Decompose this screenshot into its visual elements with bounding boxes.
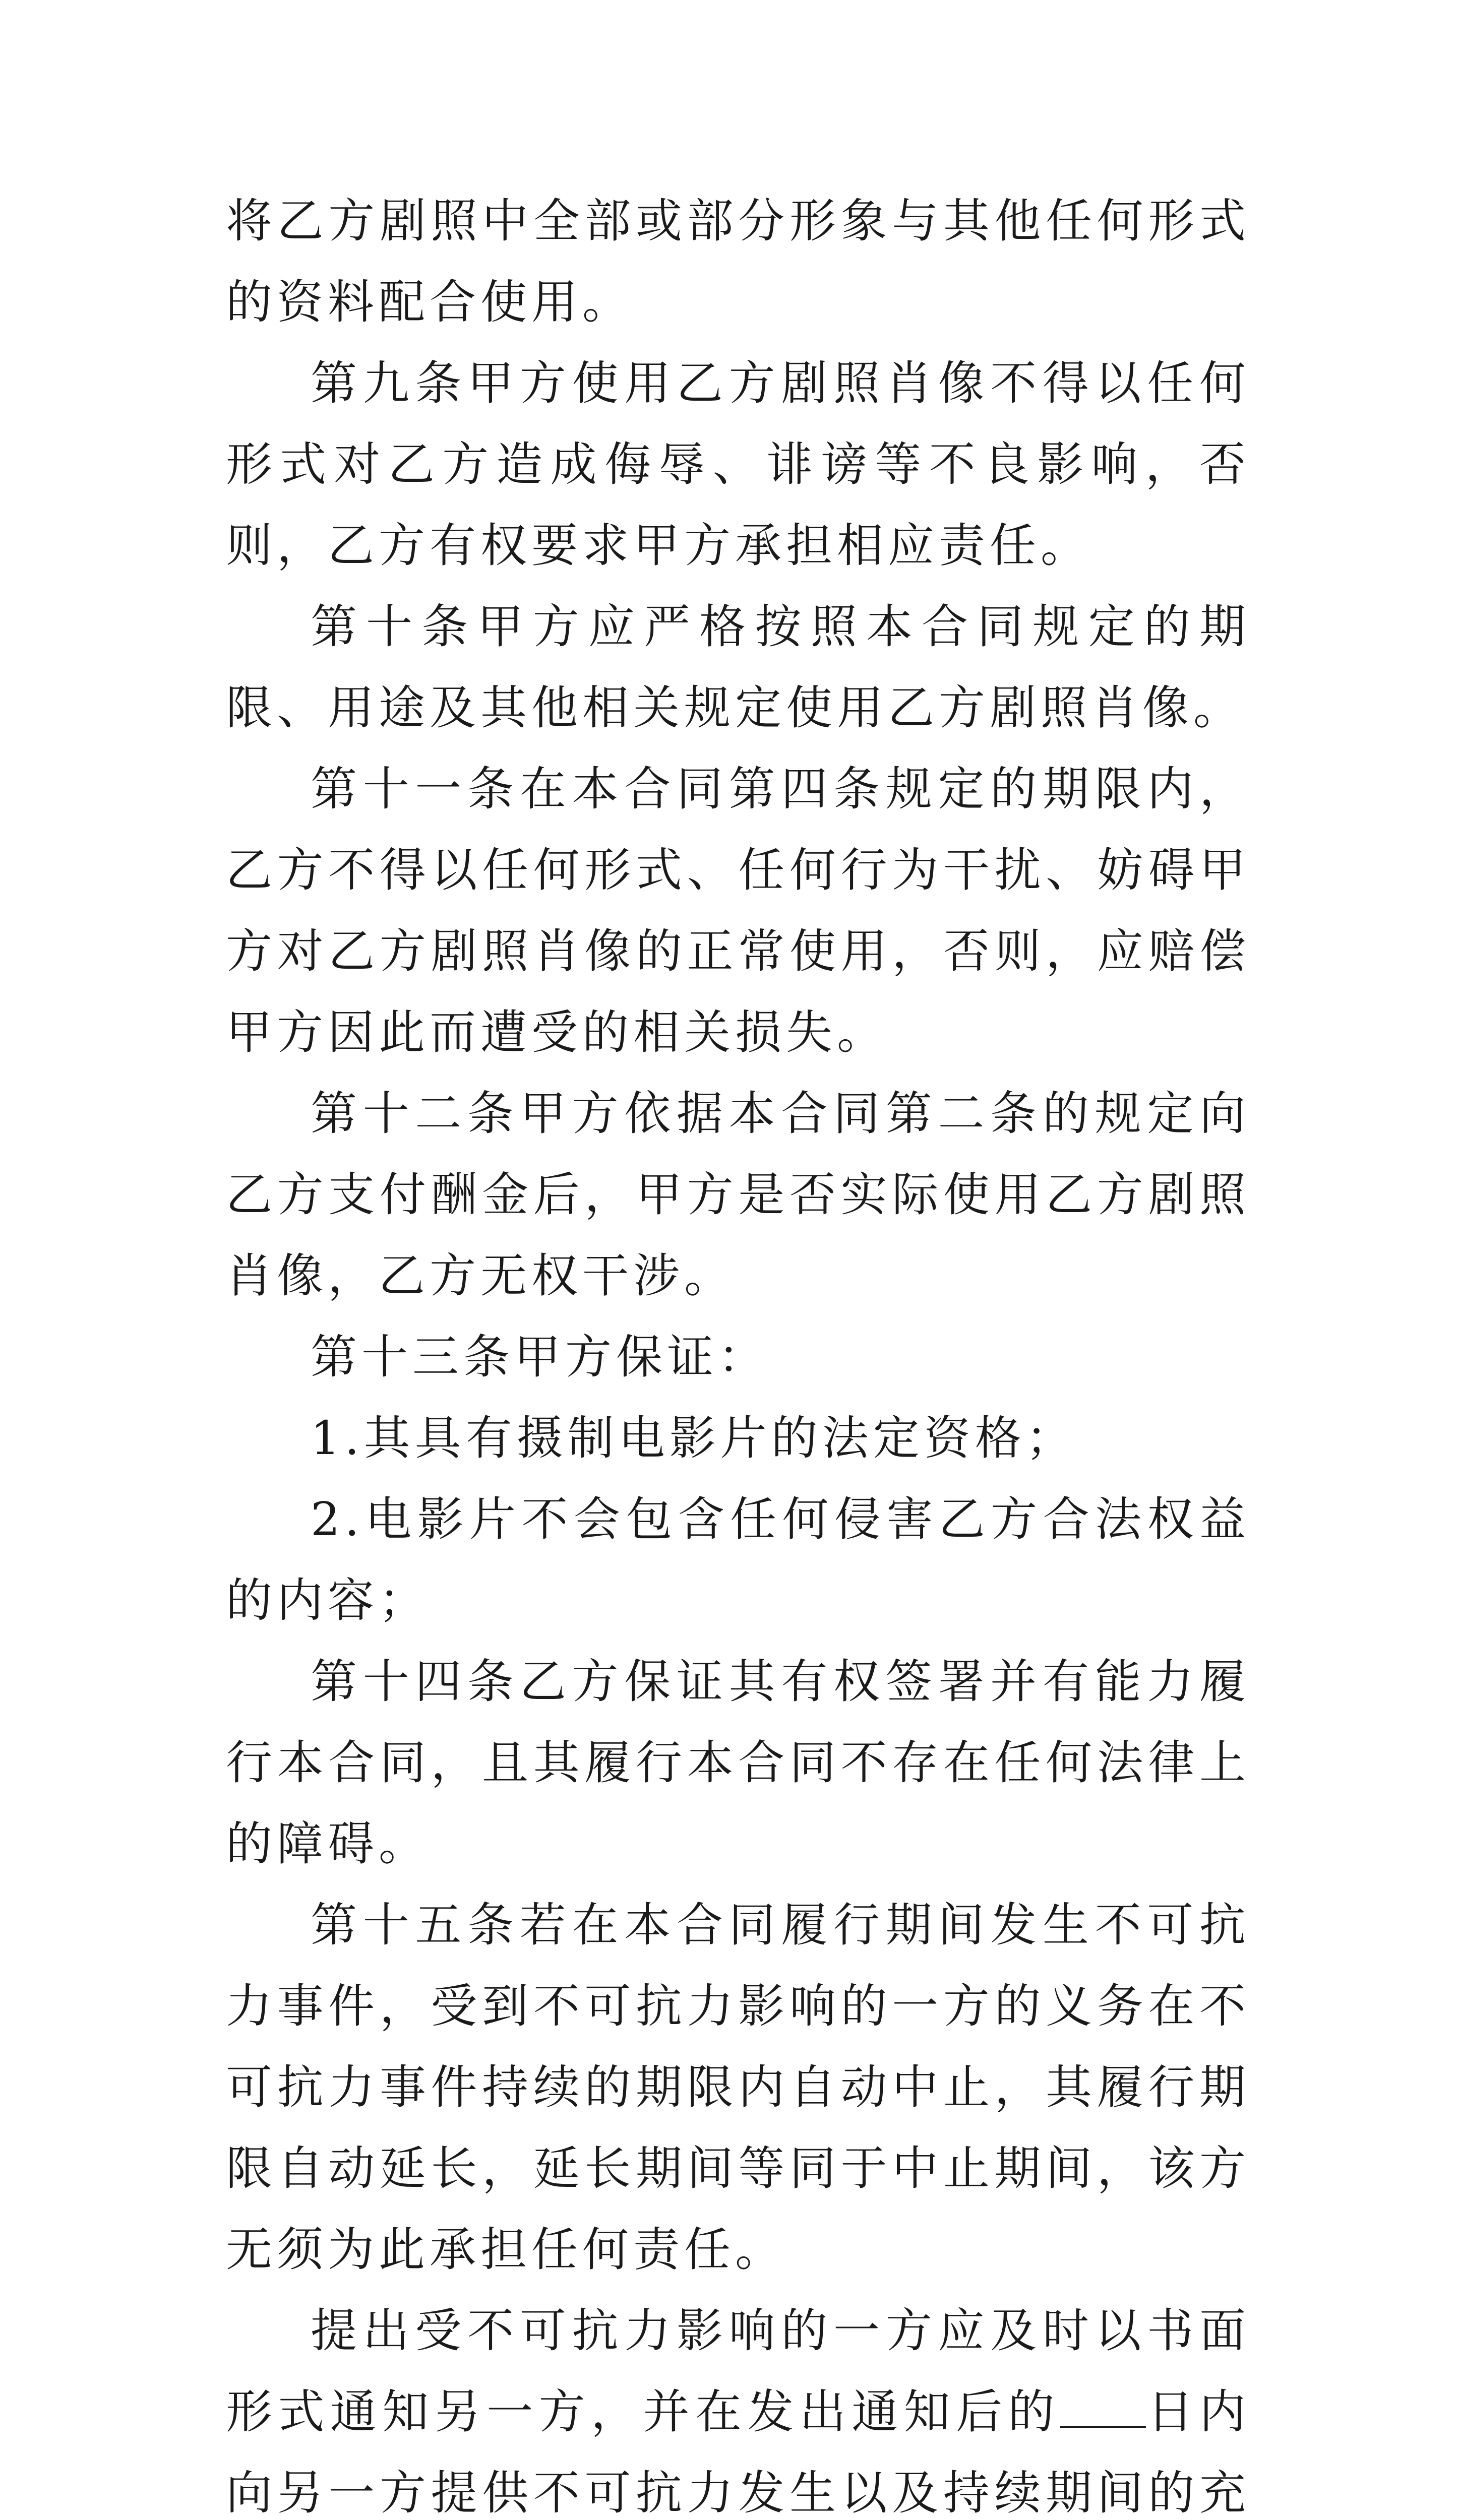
paragraph-article-9: 第九条甲方使用乙方剧照肖像不得以任何形式对乙方造成侮辱、诽谤等不良影响，否则，乙方有权要求甲方承担相应责任。 [226, 356, 1250, 573]
paragraph-continuation: 将乙方剧照中全部或部分形象与其他任何形式的资料配合使用。 [226, 194, 1250, 329]
notice-text-after-blank: 日内向另一方提供不可抗力发生以及持续期间的充 [226, 2385, 1250, 2520]
list-item-2: 2.电影片不会包含任何侵害乙方合法权益的内容； [226, 1492, 1250, 1627]
paragraph-article-12: 第十二条甲方依据本合同第二条的规定向乙方支付酬金后，甲方是否实际使用乙方剧照肖像，乙方无权干涉。 [226, 1087, 1250, 1303]
paragraph-article-13: 第十三条甲方保证： [311, 1330, 769, 1384]
paragraph-article-14: 第十四条乙方保证其有权签署并有能力履行本合同，且其履行本合同不存在任何法律上的障碍。 [226, 1655, 1250, 1871]
paragraph-article-11: 第十一条在本合同第四条规定的期限内，乙方不得以任何形式、任何行为干扰、妨碍甲方对乙方剧照肖像的正常使用，否则，应赔偿甲方因此而遭受的相关损失。 [226, 762, 1250, 1059]
document-body [226, 180, 1250, 2520]
list-item-1: 1.其具有摄制电影片的法定资格； [311, 1411, 1077, 1465]
paragraph-article-15: 第十五条若在本合同履行期间发生不可抗力事件，受到不可抗力影响的一方的义务在不可抗力事件持续的期限内自动中止，其履行期限自动延长，延长期间等同于中止期间，该方无须为此承担任何责任。 [226, 1898, 1250, 2277]
notice-text-before-blank: 提出受不可抗力影响的一方应及时以书面形式通知另一方，并在发出通知后的 [226, 2304, 1250, 2439]
fill-in-blank [1060, 2384, 1146, 2428]
paragraph-article-10: 第十条甲方应严格按照本合同规定的期限、用途及其他相关规定使用乙方剧照肖像。 [226, 600, 1250, 735]
paragraph-force-majeure-notice [226, 2290, 1250, 2520]
